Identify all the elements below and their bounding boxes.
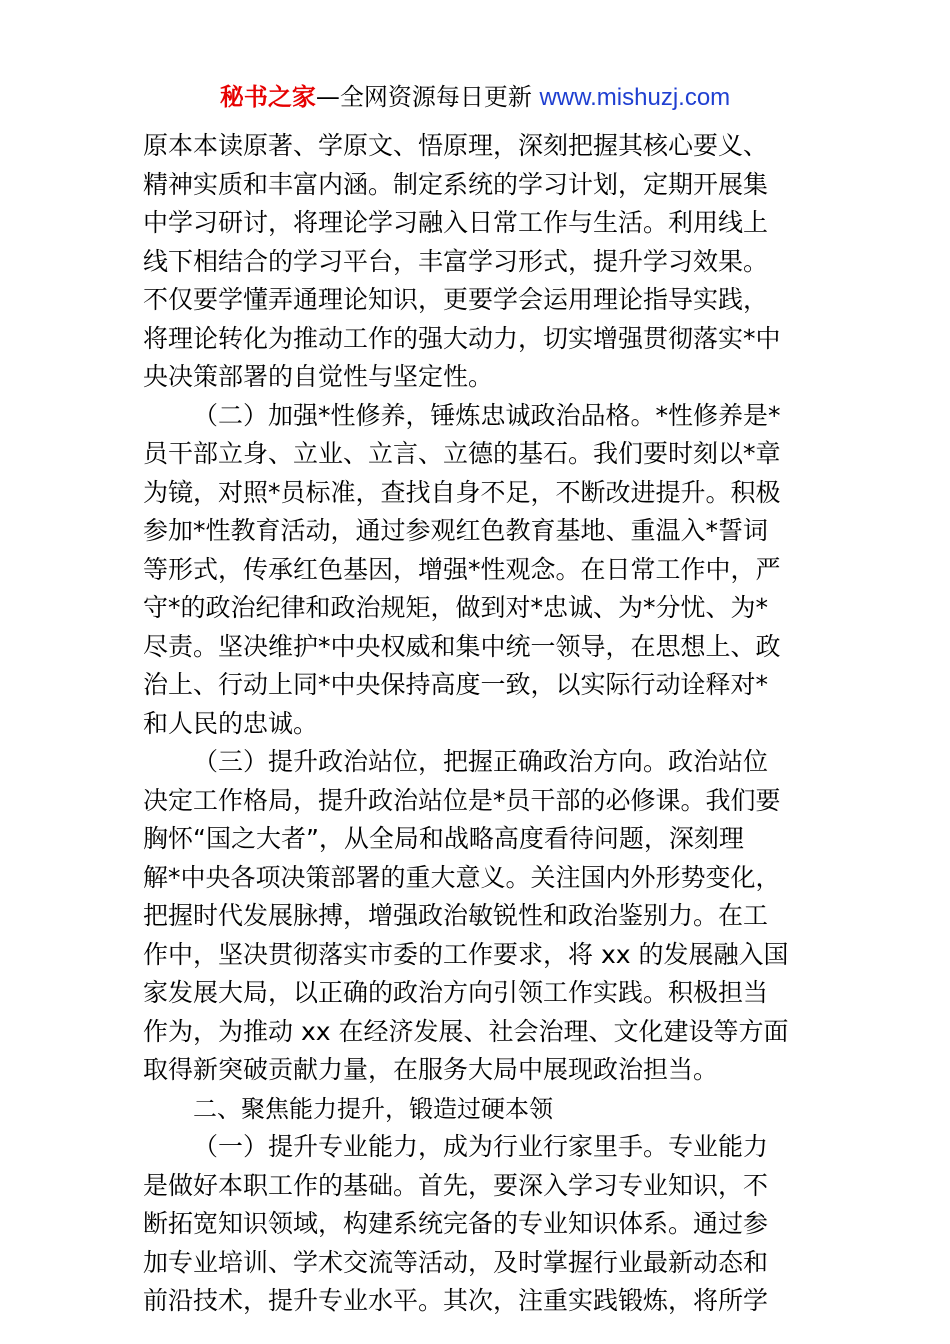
text-line: 作中，坚决贯彻落实市委的工作要求，将 xx 的发展融入国 — [143, 939, 789, 969]
text-line: 断拓宽知识领域，构建系统完备的专业知识体系。通过参 — [143, 1209, 769, 1238]
text-line: 是做好本职工作的基础。首先，要深入学习专业知识，不 — [143, 1170, 769, 1200]
text-line: 央决策部署的自觉性与坚定性。 — [143, 362, 494, 391]
text-line: 解*中央各项决策部署的重大意义。关注国内外形势变化， — [143, 862, 781, 892]
text-line: 线下相结合的学习平台，丰富学习形式，提升学习效果。 — [143, 246, 769, 276]
text-line: 精神实质和丰富内涵。制定系统的学习计划，定期开展集 — [143, 169, 769, 199]
text-line: 不仅要学懂弄通理论知识，更要学会运用理论指导实践， — [143, 285, 769, 314]
paragraph-start-line: （一）提升专业能力，成为行业行家里手。专业能力 — [193, 1132, 769, 1161]
paragraph-start-line: （二）加强*性修养，锤炼忠诚政治品格。*性修养是* — [193, 400, 781, 430]
text-line: 作为，为推动 xx 在经济发展、社会治理、文化建设等方面 — [143, 1016, 789, 1046]
text-line: 守*的政治纪律和政治规矩，做到对*忠诚、为*分忧、为* — [143, 593, 769, 622]
text-line: 等形式，传承红色基因，增强*性观念。在日常工作中，严 — [143, 554, 781, 584]
text-line: 家发展大局，以正确的政治方向引领工作实践。积极担当 — [143, 978, 769, 1007]
text-line: 将理论转化为推动工作的强大动力，切实增强贯彻落实*中 — [143, 323, 781, 353]
text-line: 为镜，对照*员标准，查找自身不足，不断改进提升。积极 — [143, 477, 781, 507]
text-line: 治上、行动上同*中央保持高度一致，以实际行动诠释对* — [143, 670, 769, 699]
site-header — [0, 80, 950, 115]
text-line: 前沿技术，提升专业水平。其次，注重实践锻炼，将所学 — [143, 1286, 769, 1315]
text-line: 中学习研讨，将理论学习融入日常工作与生活。利用线上 — [143, 208, 769, 237]
text-line: 把握时代发展脉搏，增强政治敏锐性和政治鉴别力。在工 — [143, 901, 769, 930]
text-line: 原本本读原著、学原文、悟原理，深刻把握其核心要义、 — [143, 131, 769, 160]
text-line: 加专业培训、学术交流等活动，及时掌握行业最新动态和 — [143, 1247, 769, 1277]
text-line: 和人民的忠诚。 — [143, 708, 319, 738]
document-body — [143, 127, 811, 1321]
text-line: 决定工作格局，提升政治站位是*员干部的必修课。我们要 — [143, 785, 781, 815]
text-line: 取得新突破贡献力量，在服务大局中展现政治担当。 — [143, 1055, 719, 1084]
paragraph-start-line: （三）提升政治站位，把握正确政治方向。政治站位 — [193, 747, 769, 776]
text-line: 尽责。坚决维护*中央权威和集中统一领导，在思想上、政 — [143, 631, 781, 661]
header-tagline: —全网资源每日更新 — [315, 83, 532, 111]
brand-name: 秘书之家 — [219, 83, 316, 111]
text-line: 员干部立身、立业、立言、立德的基石。我们要时刻以*章 — [143, 439, 781, 468]
text-line: 胸怀“国之大者”，从全局和战略高度看待问题，深刻理 — [143, 824, 744, 853]
section-heading: 二、聚焦能力提升，锻造过硬本领 — [193, 1094, 553, 1123]
site-url[interactable]: www.mishuzj.com — [539, 84, 731, 111]
text-line: 参加*性教育活动，通过参观红色教育基地、重温入*誓词 — [143, 516, 769, 545]
